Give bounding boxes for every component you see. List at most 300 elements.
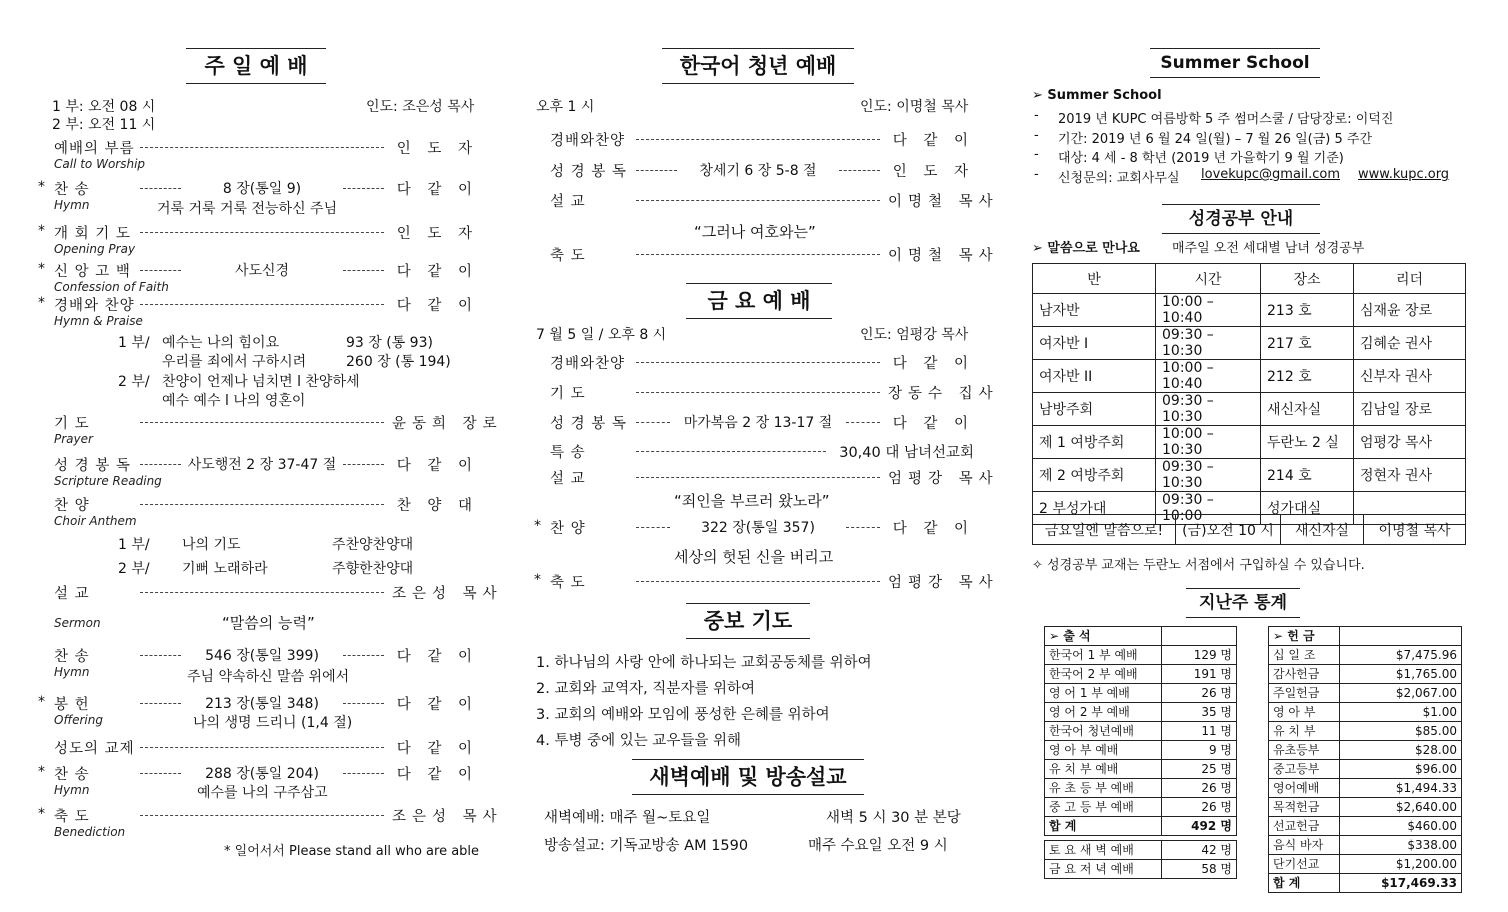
att-row	[1045, 722, 1237, 741]
youth-right-0: 다 같 이	[892, 133, 974, 149]
off-row	[1269, 684, 1462, 703]
fri-row-place: 새신자실	[1281, 515, 1364, 545]
sunday-right-7: 찬 양 대	[396, 498, 478, 514]
bible-cell-4-3: 엄평강 목사	[1354, 426, 1466, 459]
friday-label-4: 설 교	[550, 471, 586, 487]
youth-right-1: 인 도 자	[892, 164, 974, 180]
sunday-star-2: *	[38, 223, 45, 239]
sunday-right-0: 인 도 자	[396, 141, 478, 157]
bible-row	[1033, 294, 1466, 327]
off-row	[1269, 855, 1462, 874]
bible-row	[1033, 393, 1466, 426]
off-label-7: 영어예배	[1269, 779, 1340, 798]
sunday-right-5: 윤동희 장로	[392, 416, 503, 432]
sunday-sub-10: 나의 생명 드리니 (1,4 절)	[193, 715, 353, 731]
dawn-title: 새벽예배 및 방송설교	[632, 759, 864, 795]
att-value-2: 26 명	[1162, 684, 1237, 703]
friday-dash-3	[636, 451, 826, 452]
bible-cell-2-1: 10:00 – 10:40	[1156, 360, 1261, 393]
fri-row-time: (금)오전 10 시	[1176, 515, 1281, 545]
friday-dash-1	[636, 392, 880, 393]
friday-dash-a-5	[636, 527, 670, 528]
sunday-dash-5	[140, 422, 384, 423]
anthem-a2c: 주향한찬양대	[332, 561, 414, 577]
off-value-11: $1,200.00	[1340, 855, 1462, 874]
radio-left: 방송설교: 기독교방송 AM 1590	[544, 838, 749, 854]
youth-right-3: 이명철 목사	[888, 248, 999, 264]
friday-label-6: 축 도	[550, 575, 586, 591]
sunday-star-1: *	[38, 179, 45, 195]
youth-title: 한국어 청년 예배	[662, 48, 854, 84]
anthem-a2t: 기뻐 노래하라	[182, 561, 268, 577]
att-row	[1045, 703, 1237, 722]
sunday-dash-8	[140, 592, 384, 593]
bible-cell-2-0: 여자반 II	[1033, 360, 1156, 393]
sunday-star-13: *	[38, 806, 45, 822]
sunday-dash-a-10	[140, 703, 181, 704]
sunday-label-12: 찬 송	[54, 767, 90, 783]
bible-cell-2-2: 212 호	[1261, 360, 1354, 393]
off-label-9: 선교헌금	[1269, 817, 1340, 836]
sunday-mid-10: 213 장(통일 348)	[205, 696, 319, 712]
friday-right-4: 엄평강 목사	[888, 471, 999, 487]
off-row	[1269, 817, 1462, 836]
sunday-right-11: 다 같 이	[396, 741, 478, 757]
att-row	[1045, 779, 1237, 798]
prayer-3: 3. 교회의 예배와 모임에 풍성한 은혜를 위하여	[536, 707, 830, 723]
bible-row	[1033, 426, 1466, 459]
bible-col-2: 장소	[1261, 264, 1354, 294]
youth-label-3: 축 도	[550, 248, 586, 264]
offering-table	[1268, 626, 1462, 893]
att2-value-1: 58 명	[1162, 860, 1237, 879]
off-value-10: $338.00	[1340, 836, 1462, 855]
off-row	[1269, 741, 1462, 760]
svc2-time: 2 부: 오전 11 시	[52, 117, 156, 133]
summer-line-3: 대상: 4 세 - 8 학년 (2019 년 가을학기 9 월 기준)	[1058, 151, 1344, 166]
bible-cell-5-1: 09:30 – 10:30	[1156, 459, 1261, 492]
youth-dash-2	[636, 200, 880, 201]
bible-col-0: 반	[1033, 264, 1156, 294]
youth-label-2: 설 교	[550, 194, 586, 210]
bible-col-3: 리더	[1354, 264, 1466, 294]
praise-p1a-no: 93 장 (통 93)	[346, 335, 433, 351]
bible-head: ➢ 말씀으로 만나요	[1032, 241, 1140, 256]
sunday-label-13: 축 도	[54, 809, 90, 825]
summer-dash-4: -	[1034, 167, 1039, 182]
bible-cell-4-2: 두란노 2 실	[1261, 426, 1354, 459]
praise-p2: 2 부/	[118, 374, 150, 390]
off-total-row	[1269, 874, 1462, 893]
sunday-right-3: 다 같 이	[396, 264, 478, 280]
off-value-2: $2,067.00	[1340, 684, 1462, 703]
sunday-sub-12: 예수를 나의 구주삼고	[197, 785, 328, 801]
sunday-dash-0	[140, 147, 384, 148]
sunday-leader: 인도: 조은성 목사	[366, 99, 475, 115]
summer-email-link[interactable]: lovekupc@gmail.com	[1201, 167, 1341, 182]
summer-head: ➢ Summer School	[1032, 88, 1162, 103]
praise-p1b-no: 260 장 (통 194)	[346, 354, 451, 370]
sunday-dash-2	[140, 232, 384, 233]
off-value-4: $85.00	[1340, 722, 1462, 741]
svc1-time: 1 부: 오전 08 시	[52, 99, 156, 115]
sunday-en-8: Sermon	[54, 616, 101, 630]
sunday-en-6: Scripture Reading	[54, 474, 162, 488]
att-row	[1045, 665, 1237, 684]
prayer-1: 1. 하나님의 사랑 안에 하나되는 교회공동체를 위하여	[536, 655, 872, 671]
sunday-sub-9: 주님 약속하신 말씀 위에서	[187, 669, 350, 685]
att-value-6: 25 명	[1162, 760, 1237, 779]
bible-cell-3-2: 새신자실	[1261, 393, 1354, 426]
sunday-label-10: 봉 헌	[54, 697, 90, 713]
sunday-en-2: Opening Pray	[54, 242, 136, 256]
bible-cell-1-1: 09:30 – 10:30	[1156, 327, 1261, 360]
sunday-dash-b-10	[343, 703, 384, 704]
radio-right: 매주 수요일 오전 9 시	[808, 838, 948, 854]
off-label-11: 단기선교	[1269, 855, 1340, 874]
bible-cell-6-0: 2 부성가대	[1033, 492, 1156, 525]
youth-mid-1: 창세기 6 장 5-8 절	[699, 163, 817, 179]
praise-p1b: 우리를 죄에서 구하시려	[162, 354, 307, 370]
fri-row-class: 금요일엔 말씀으로!	[1033, 515, 1176, 545]
sunday-en-0: Call to Worship	[54, 157, 146, 171]
friday-dash-a-2	[636, 422, 670, 423]
youth-label-0: 경배와찬양	[550, 133, 626, 149]
bible-cell-1-0: 여자반 I	[1033, 327, 1156, 360]
att-label-0: 한국어 1 부 예배	[1045, 646, 1162, 665]
youth-dash-a-1	[636, 170, 677, 171]
off-value-6: $96.00	[1340, 760, 1462, 779]
dawn-right: 새벽 5 시 30 분 본당	[826, 810, 961, 826]
sunday-quote: “말씀의 능력”	[222, 614, 315, 632]
friday-time: 7 월 5 일 / 오후 8 시	[536, 327, 667, 343]
att-value-8: 26 명	[1162, 798, 1237, 817]
att-label-6: 유 치 부 예배	[1045, 760, 1162, 779]
bible-col-1: 시간	[1156, 264, 1261, 294]
bible-cell-0-2: 213 호	[1261, 294, 1354, 327]
att-total-label: 합 계	[1045, 817, 1162, 836]
sunday-star-4: *	[38, 295, 45, 311]
att-head: ➢ 출 석	[1045, 627, 1162, 646]
sunday-dash-a-1	[140, 188, 181, 189]
youth-dash-b-1	[839, 170, 880, 171]
off-label-3: 영 아 부	[1269, 703, 1340, 722]
friday-label-2: 성 경 봉 독	[550, 416, 627, 432]
sunday-right-12: 다 같 이	[396, 767, 478, 783]
att2-value-0: 42 명	[1162, 841, 1237, 860]
friday-star-6: *	[534, 572, 541, 588]
sunday-label-3: 신 앙 고 백	[54, 264, 131, 280]
friday-bible-row	[1032, 514, 1466, 545]
fri-row-leader: 이명철 목사	[1364, 515, 1466, 545]
prayer-title: 중보 기도	[686, 603, 810, 639]
off-head-row	[1269, 627, 1462, 646]
att-value-7: 26 명	[1162, 779, 1237, 798]
off-label-0: 십 일 조	[1269, 646, 1340, 665]
att-value-4: 11 명	[1162, 722, 1237, 741]
sunday-dash-b-1	[343, 188, 384, 189]
sunday-dash-a-3	[140, 270, 181, 271]
sunday-right-13: 조은성 목사	[392, 809, 503, 825]
sunday-label-8: 설 교	[54, 586, 90, 602]
sunday-star-10: *	[38, 694, 45, 710]
stat-title: 지난주 통계	[1186, 588, 1300, 618]
friday-right-0: 다 같 이	[892, 356, 974, 372]
anthem-a2: 2 부/	[118, 561, 150, 577]
att-label-5: 영 아 부 예배	[1045, 741, 1162, 760]
sunday-label-9: 찬 송	[54, 649, 90, 665]
sunday-dash-a-9	[140, 655, 181, 656]
sunday-mid-1: 8 장(통일 9)	[222, 181, 302, 197]
sunday-right-4: 다 같 이	[396, 298, 478, 314]
bible-head2: 매주일 오전 세대별 남녀 성경공부	[1172, 241, 1365, 256]
bible-note: ✧ 성경공부 교재는 두란노 서점에서 구입하실 수 있습니다.	[1032, 558, 1365, 573]
bible-row	[1033, 459, 1466, 492]
att-value-3: 35 명	[1162, 703, 1237, 722]
sunday-label-0: 예배의 부름	[54, 141, 135, 157]
bible-cell-4-0: 제 1 여방주회	[1033, 426, 1156, 459]
sunday-dash-4	[140, 304, 384, 305]
sunday-right-10: 다 같 이	[396, 697, 478, 713]
sunday-label-11: 성도의 교제	[54, 741, 135, 757]
youth-right-2: 이명철 목사	[888, 194, 999, 210]
sunday-mid-3: 사도신경	[234, 263, 290, 279]
bible-cell-3-1: 09:30 – 10:30	[1156, 393, 1261, 426]
prayer-4: 4. 투병 중에 있는 교우들을 위해	[536, 733, 741, 749]
off-value-1: $1,765.00	[1340, 665, 1462, 684]
sunday-dash-7	[140, 504, 384, 505]
friday-quote: “죄인을 부르러 왔노라”	[674, 492, 830, 510]
att2-label-1: 금 요 저 녁 예배	[1045, 860, 1162, 879]
sunday-sub-1: 거룩 거룩 거룩 전능하신 주님	[157, 201, 338, 217]
sunday-en-3: Confession of Faith	[54, 280, 169, 294]
sunday-en-9: Hymn	[54, 665, 90, 679]
sunday-label-2: 개 회 기 도	[54, 226, 131, 242]
friday-right-2: 다 같 이	[892, 416, 974, 432]
sunday-label-5: 기 도	[54, 416, 90, 432]
bible-cell-0-0: 남자반	[1033, 294, 1156, 327]
bible-cell-5-2: 214 호	[1261, 459, 1354, 492]
stand-note: * 일어서서 Please stand all who are able	[224, 844, 480, 859]
off-label-1: 감사헌금	[1269, 665, 1340, 684]
friday-right-3: 30,40 대 남녀선교회	[839, 445, 974, 461]
bible-table	[1032, 263, 1466, 525]
sunday-en-1: Hymn	[54, 198, 90, 212]
sunday-en-7: Choir Anthem	[54, 514, 137, 528]
bible-cell-3-3: 김남일 장로	[1354, 393, 1466, 426]
summer-dash-3: -	[1034, 147, 1039, 162]
friday-label-1: 기 도	[550, 386, 586, 402]
sunday-right-9: 다 같 이	[396, 649, 478, 665]
sunday-right-6: 다 같 이	[396, 458, 478, 474]
friday-dash-6	[636, 581, 880, 582]
att-head-blank	[1162, 627, 1237, 646]
off-row	[1269, 798, 1462, 817]
sunday-dash-a-6	[140, 464, 181, 465]
off-row	[1269, 646, 1462, 665]
off-value-0: $7,475.96	[1340, 646, 1462, 665]
friday-label-3: 특 송	[550, 445, 586, 461]
off-value-9: $460.00	[1340, 817, 1462, 836]
off-label-4: 유 치 부	[1269, 722, 1340, 741]
youth-dash-0	[636, 139, 880, 140]
bible-cell-1-3: 김혜순 권사	[1354, 327, 1466, 360]
bible-cell-3-0: 남방주회	[1033, 393, 1156, 426]
praise-p2b: 예수 예수 l 나의 영혼이	[162, 393, 306, 409]
off-total-value: $17,469.33	[1340, 874, 1462, 893]
anthem-a1t: 나의 기도	[182, 537, 241, 553]
off-row	[1269, 703, 1462, 722]
sunday-en-13: Benediction	[54, 825, 126, 839]
att-row	[1045, 646, 1237, 665]
att-label-4: 한국어 청년예배	[1045, 722, 1162, 741]
friday-label-5: 찬 양	[550, 521, 586, 537]
friday-mid-5: 322 장(통일 357)	[701, 520, 815, 536]
off-total-label: 합 계	[1269, 874, 1340, 893]
bible-cell-2-3: 신부자 권사	[1354, 360, 1466, 393]
friday-dash-4	[636, 477, 880, 478]
off-value-7: $1,494.33	[1340, 779, 1462, 798]
summer-dash-2: -	[1034, 128, 1039, 143]
bible-cell-5-0: 제 2 여방주회	[1033, 459, 1156, 492]
att-value-0: 129 명	[1162, 646, 1237, 665]
attendance-extra-table	[1044, 840, 1237, 879]
sunday-star-3: *	[38, 261, 45, 277]
youth-quote: “그러나 여호와는”	[694, 223, 816, 241]
friday-dash-b-2	[846, 422, 880, 423]
friday-star-5: *	[534, 518, 541, 534]
summer-web-link[interactable]: www.kupc.org	[1358, 167, 1450, 182]
sunday-dash-a-12	[140, 773, 181, 774]
bible-cell-1-2: 217 호	[1261, 327, 1354, 360]
att-label-8: 중 고 등 부 예배	[1045, 798, 1162, 817]
att-value-1: 191 명	[1162, 665, 1237, 684]
att2-row	[1045, 860, 1237, 879]
friday-dash-0	[636, 362, 880, 363]
bible-row	[1033, 327, 1466, 360]
sunday-dash-11	[140, 747, 384, 748]
sunday-label-6: 성 경 봉 독	[54, 458, 131, 474]
off-value-5: $28.00	[1340, 741, 1462, 760]
off-row	[1269, 779, 1462, 798]
sunday-en-5: Prayer	[54, 432, 93, 446]
summer-contact: 신청문의: 교회사무실	[1058, 171, 1180, 186]
att-label-7: 유 초 등 부 예배	[1045, 779, 1162, 798]
bible-cell-5-3: 정현자 권사	[1354, 459, 1466, 492]
sunday-star-12: *	[38, 764, 45, 780]
dawn-left: 새벽예배: 매주 월~토요일	[544, 810, 711, 826]
sunday-right-1: 다 같 이	[396, 182, 478, 198]
att-value-5: 9 명	[1162, 741, 1237, 760]
att-row	[1045, 684, 1237, 703]
sunday-en-12: Hymn	[54, 783, 90, 797]
sunday-title: 주 일 예 배	[186, 48, 326, 84]
off-row	[1269, 760, 1462, 779]
off-label-8: 목적헌금	[1269, 798, 1340, 817]
bible-row	[1033, 360, 1466, 393]
sunday-mid-9: 546 장(통일 399)	[205, 648, 319, 664]
friday-dash-b-5	[846, 527, 880, 528]
sunday-mid-12: 288 장(통일 204)	[205, 766, 319, 782]
bible-header-row	[1033, 264, 1466, 294]
sunday-dash-13	[140, 815, 384, 816]
youth-leader: 인도: 이명철 목사	[860, 99, 969, 115]
anthem-a1c: 주찬양찬양대	[332, 537, 414, 553]
friday-right-6: 엄평강 목사	[888, 575, 999, 591]
att-head-row	[1045, 627, 1237, 646]
summer-title: Summer School	[1150, 48, 1320, 78]
bible-title: 성경공부 안내	[1162, 204, 1320, 234]
att-total-row	[1045, 817, 1237, 836]
off-value-8: $2,640.00	[1340, 798, 1462, 817]
bible-cell-6-2: 성가대실	[1261, 492, 1354, 525]
summer-line-2: 기간: 2019 년 6 월 24 일(월) – 7 월 26 일(금) 5 주간	[1058, 132, 1373, 147]
sunday-dash-b-12	[343, 773, 384, 774]
att-row	[1045, 760, 1237, 779]
sunday-mid-6: 사도행전 2 장 37-47 절	[187, 457, 337, 473]
friday-right-1: 장동수 집사	[888, 386, 999, 402]
bible-cell-4-1: 10:00 – 10:30	[1156, 426, 1261, 459]
friday-mid-2: 마가복음 2 장 13-17 절	[683, 415, 833, 431]
off-row	[1269, 836, 1462, 855]
friday-leader: 인도: 엄평강 목사	[860, 327, 969, 343]
sunday-label-1: 찬 송	[54, 182, 90, 198]
off-row	[1269, 722, 1462, 741]
anthem-a1: 1 부/	[118, 537, 150, 553]
friday-sub: 세상의 헛된 신을 버리고	[674, 548, 834, 566]
sunday-dash-b-6	[343, 464, 384, 465]
friday-right-5: 다 같 이	[892, 521, 974, 537]
youth-time: 오후 1 시	[536, 99, 595, 115]
off-label-10: 음식 바자	[1269, 836, 1340, 855]
bible-cell-0-1: 10:00 – 10:40	[1156, 294, 1261, 327]
bible-cell-0-3: 심재윤 장로	[1354, 294, 1466, 327]
att-row	[1045, 798, 1237, 817]
bible-cell-6-1: 09:30 – 10:00	[1156, 492, 1261, 525]
sunday-right-2: 인 도 자	[396, 226, 478, 242]
att2-row	[1045, 841, 1237, 860]
sunday-right-8: 조은성 목사	[392, 586, 503, 602]
sunday-label-4: 경배와 찬양	[54, 298, 135, 314]
att-label-2: 영 어 1 부 예배	[1045, 684, 1162, 703]
praise-p2a: 찬양이 언제나 넘치면 l 찬양하세	[162, 374, 360, 390]
off-head: ➢ 헌 금	[1269, 627, 1340, 646]
att-row	[1045, 741, 1237, 760]
summer-line-1: 2019 년 KUPC 여름방학 5 주 썸머스쿨 / 담당장로: 이덕진	[1058, 112, 1394, 127]
off-label-2: 주일헌금	[1269, 684, 1340, 703]
attendance-table	[1044, 626, 1237, 836]
sunday-label-7: 찬 양	[54, 498, 90, 514]
off-label-6: 중고등부	[1269, 760, 1340, 779]
off-value-3: $1.00	[1340, 703, 1462, 722]
att-label-1: 한국어 2 부 예배	[1045, 665, 1162, 684]
prayer-2: 2. 교회와 교역자, 직분자를 위하여	[536, 681, 755, 697]
off-head-blank	[1340, 627, 1462, 646]
youth-label-1: 성 경 봉 독	[550, 164, 627, 180]
friday-label-0: 경배와찬양	[550, 356, 626, 372]
friday-title: 금 요 예 배	[686, 283, 832, 319]
praise-p1a: 예수는 나의 힘이요	[162, 335, 280, 351]
att-label-3: 영 어 2 부 예배	[1045, 703, 1162, 722]
youth-dash-3	[636, 254, 880, 255]
off-label-5: 유초등부	[1269, 741, 1340, 760]
off-row	[1269, 665, 1462, 684]
sunday-en-4: Hymn & Praise	[54, 314, 143, 328]
summer-dash-1: -	[1034, 108, 1039, 123]
sunday-dash-b-9	[343, 655, 384, 656]
praise-p1: 1 부/	[118, 335, 150, 351]
sunday-dash-b-3	[343, 270, 384, 271]
